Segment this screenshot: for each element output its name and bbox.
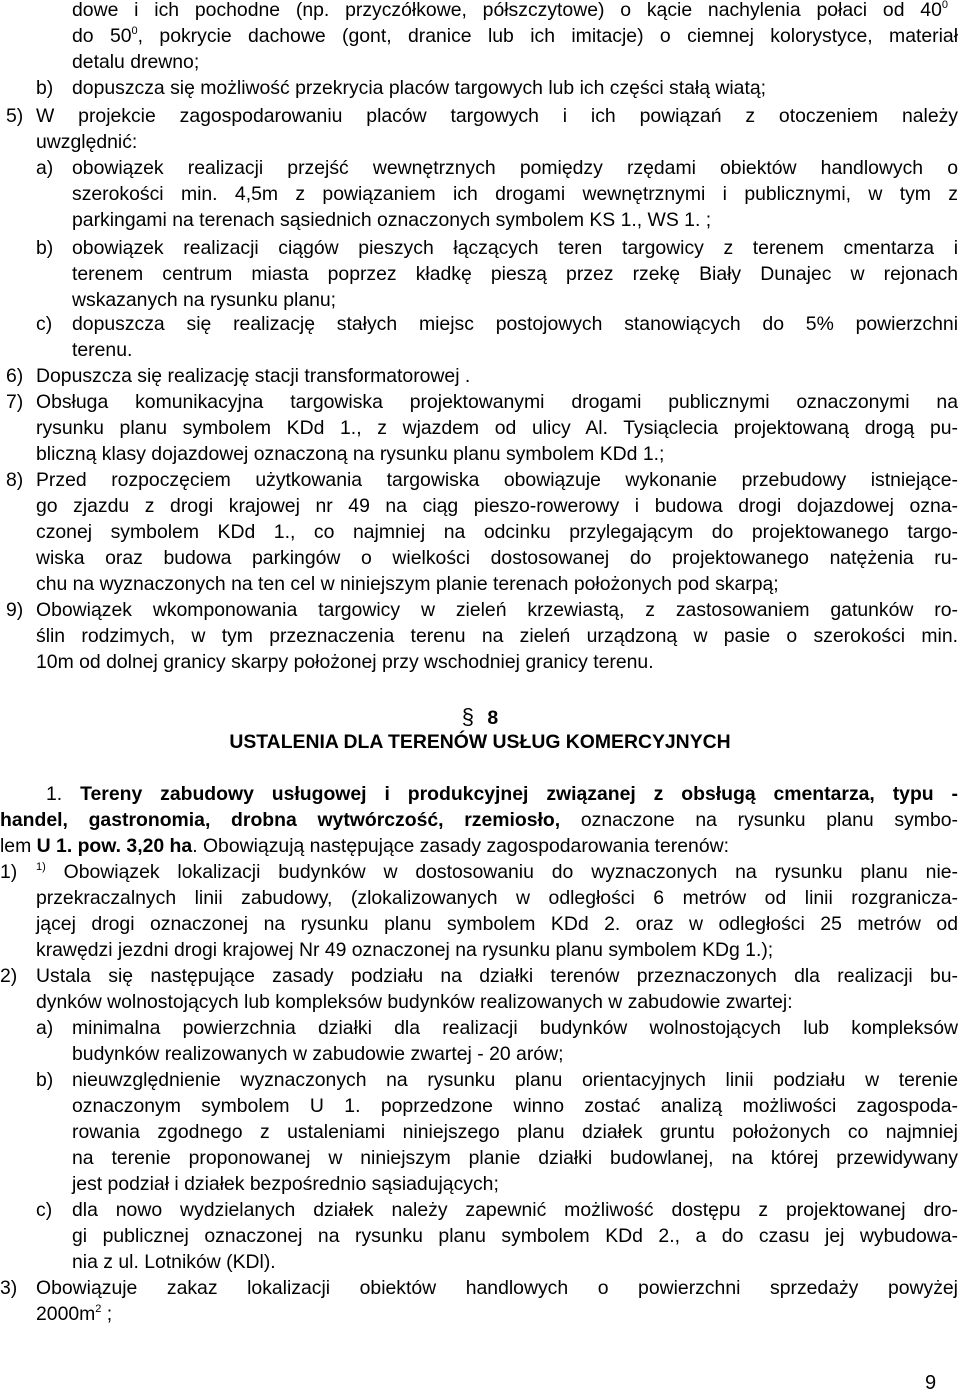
list-label: 7)	[6, 391, 24, 413]
text-line: dla nowo wydzielanych działek należy zapewnić możliwość dostępu z projektowanej dro-	[72, 1199, 958, 1221]
text-line: szerokości min. 4,5m z powiązaniem ich drogami wewnętrznymi i publicznymi, w tym z	[72, 183, 958, 205]
list-label: b)	[36, 77, 54, 99]
list-label: a)	[36, 157, 54, 179]
text-line: rysunku planu symbolem KDd 1., z wjazdem od ulicy Al. Tysiąclecia projektowaną drogą pu-	[36, 417, 958, 439]
list-label: b)	[36, 1069, 54, 1091]
paragraph-symbol: §	[461, 704, 475, 729]
list-label: 8)	[6, 469, 24, 491]
text-line: 1. Tereny zabudowy usługowej i produkcyjnej związanej z obsługą cmentarza, typu -	[46, 783, 958, 805]
text-line: obowiązek realizacji ciągów pieszych łączących teren targowicy z terenem cmentarza i	[72, 237, 958, 259]
text-line: gi publicznej oznaczonej na rysunku planu symbolem KDd 2., a do czasu jej wybudowa-	[72, 1225, 958, 1247]
text-line: nia z ul. Lotników (KDl).	[72, 1251, 276, 1273]
text-line: Obowiązuje zakaz lokalizacji obiektów handlowych o powierzchni sprzedaży powyżej	[36, 1277, 958, 1299]
text-line: rowania zgodnego z ustaleniami niniejszego planu działek gruntu położonych co najmniej	[72, 1121, 958, 1143]
text-line: go zjazdu z drogi krajowej nr 49 na ciąg pieszo-rowerowy i budowa drogi dojazdowej ozna-	[36, 495, 958, 517]
text-line: dopuszcza się możliwość przekrycia placów targowych lub ich części stałą wiatą;	[72, 77, 767, 99]
text-line: bliczną klasy dojazdowej oznaczoną na rysunku planu symbolem KDd 1.;	[36, 443, 665, 465]
text-line: jest podział i działek bezpośrednio sąsiadujących;	[72, 1173, 499, 1195]
text-line: do $50^0$, pokrycie dachowe (gont, dranice lub ich imitacje) o ciemnej kolorystyce, materiał	[72, 24, 959, 47]
text-line: uwzględnić:	[36, 131, 138, 153]
text-line: obowiązek realizacji przejść wewnętrznych pomiędzy rzędami obiektów handlowych o	[72, 157, 958, 179]
section-number: § 8	[461, 704, 499, 729]
text-line: dowe i ich pochodne (np. przyczółkowe, półszczytowe) o kącie nachylenia połaci od $40^0$	[72, 0, 948, 21]
list-label: 3)	[0, 1277, 18, 1299]
text-line: handel, gastronomia, drobna wytwórczość, rzemiosło, oznaczone na rysunku planu symbo-	[0, 809, 958, 831]
page-number: 9	[925, 1372, 937, 1394]
list-label: c)	[36, 313, 53, 335]
text-line: parkingami na terenach sąsiednich oznaczonych symbolem KS 1., WS 1. ;	[72, 209, 712, 231]
text-line: Obsługa komunikacyjna targowiska projektowanymi drogami publicznymi oznaczonymi na	[36, 391, 958, 413]
text-line: nieuwzględnienie wyznaczonych na rysunku planu orientacyjnych linii podziału w terenie	[72, 1069, 958, 1091]
text-line: Ustala się następujące zasady podziału na działki terenów przeznaczonych dla realizacji bu-	[36, 965, 958, 987]
text-line: dopuszcza się realizację stałych miejsc postojowych stanowiących do 5% powierzchni	[72, 313, 958, 335]
text-line: $^{1)}$ Obowiązek lokalizacji budynków w dostosowaniu do wyznaczonych na rysunku planu nie-	[36, 860, 958, 883]
text-line: Przed rozpoczęciem użytkowania targowiska obowiązuje wykonanie przebudowy istniejące-	[36, 469, 958, 491]
text-line: chu na wyznaczonych na ten cel w niniejszym planie terenach położonych pod skarpą;	[36, 573, 779, 595]
text-line: wiska oraz budowa parkingów o wielkości dostosowanej do projektowanego natężenia ru-	[36, 547, 958, 569]
text-line: detalu drewno;	[72, 51, 200, 73]
text-line: minimalna powierzchnia działki dla realizacji budynków wolnostojących lub kompleksów	[72, 1017, 958, 1039]
list-label: 5)	[6, 105, 24, 127]
list-label: 1)	[0, 861, 18, 883]
text-line: czonej symbolem KDd 1., co najmniej na odcinku przylegającym do projektowanego targo-	[36, 521, 958, 543]
text-line: lem U 1. pow. 3,20 ha. Obowiązują następujące zasady zagospodarowania terenów:	[0, 835, 729, 857]
text-line: terenu.	[72, 339, 133, 361]
list-label: c)	[36, 1199, 53, 1221]
list-label: 9)	[6, 599, 24, 621]
text-line: oznaczonym symbolem U 1. poprzedzone winno zostać analizą możliwości zagospoda-	[72, 1095, 958, 1117]
list-label: a)	[36, 1017, 54, 1039]
list-label: 6)	[6, 365, 24, 387]
list-label: b)	[36, 237, 54, 259]
section-title: USTALENIA DLA TERENÓW USŁUG KOMERCYJNYCH	[229, 731, 731, 753]
text-line: krawędzi jezdni drogi krajowej Nr 49 oznaczonej na rysunku planu symbolem KDg 1.);	[36, 939, 774, 961]
text-line: budynków realizowanych w zabudowie zwartej - 20 arów;	[72, 1043, 564, 1065]
text-line: wskazanych na rysunku planu;	[72, 289, 337, 311]
text-line: $2000m^2$ ;	[36, 1302, 113, 1325]
text-line: przekraczalnych linii zabudowy, (zlokalizowanych w odległości 6 metrów od linii rozgranicza-	[36, 887, 958, 909]
text-line: terenem centrum miasta poprzez kładkę pieszą przez rzekę Biały Dunajec w rejonach	[72, 263, 958, 285]
text-line: jącej drogi oznaczonej na rysunku planu symbolem KDd 2. oraz w odległości 25 metrów od	[36, 913, 958, 935]
text-line: Dopuszcza się realizację stacji transformatorowej .	[36, 365, 471, 387]
text-line: W projekcie zagospodarowaniu placów targowych i ich powiązań z otoczeniem należy	[36, 105, 958, 127]
text-line: Obowiązek wkomponowania targowicy w zieleń krzewiastą, z zastosowaniem gatunków ro-	[36, 599, 958, 621]
text-line: dynków wolnostojących lub kompleksów budynków realizowanych w zabudowie zwartej:	[36, 991, 793, 1013]
text-line: 10m od dolnej granicy skarpy położonej przy wschodniej granicy terenu.	[36, 651, 654, 673]
text-line: ślin rodzimych, w tym przeznaczenia terenu na zieleń urządzoną w pasie o szerokości min.	[36, 625, 958, 647]
text-line: na terenie proponowanej w niniejszym planie działki budowlanej, na której przewidywany	[72, 1147, 958, 1169]
list-label: 2)	[0, 965, 18, 987]
